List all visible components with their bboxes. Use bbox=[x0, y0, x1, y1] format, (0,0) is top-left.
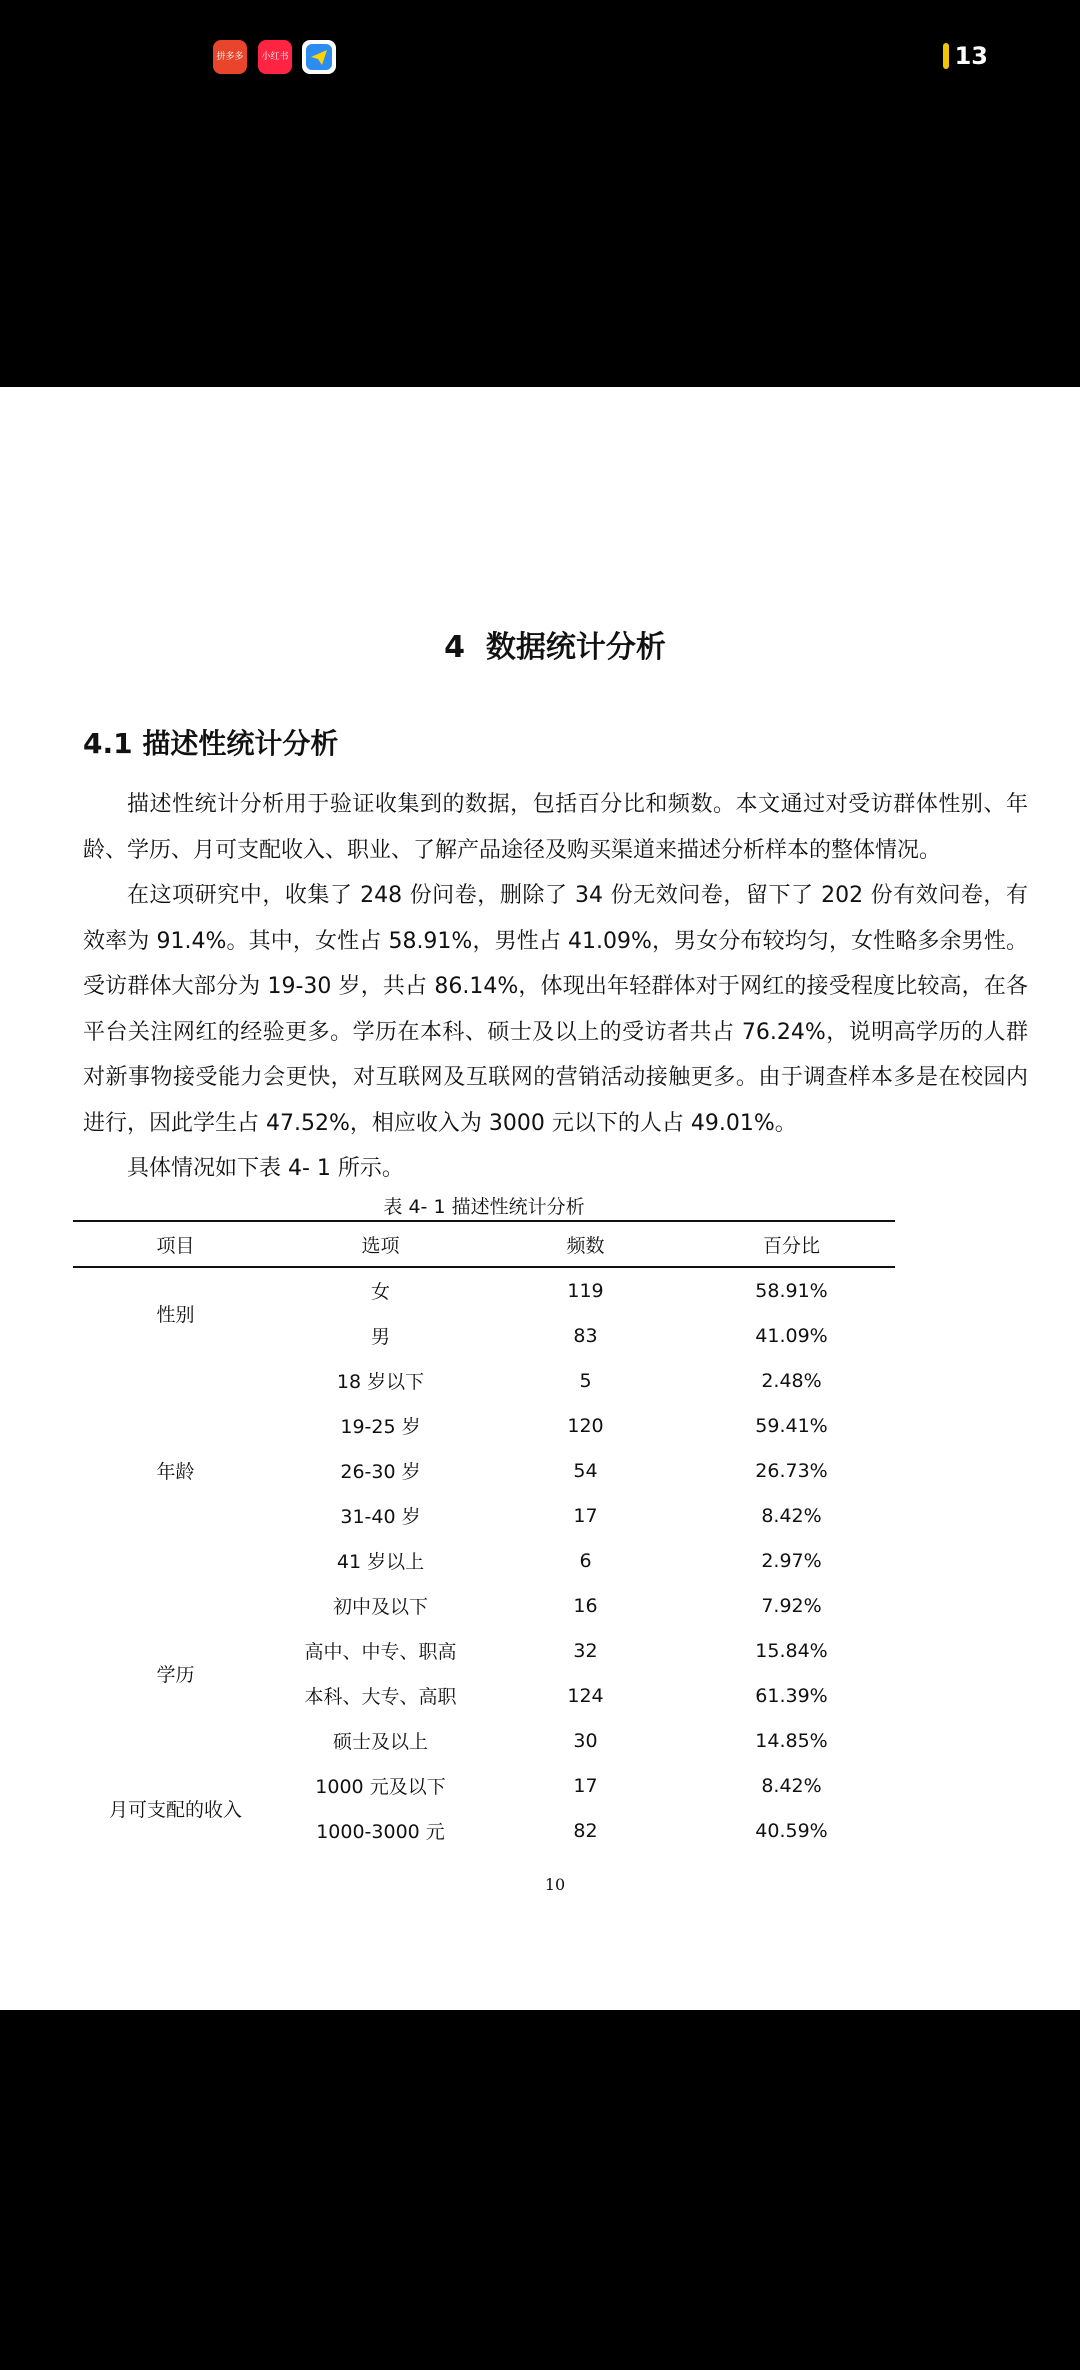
option-cell: 高中、中专、职高 bbox=[304, 1641, 457, 1663]
table-header-row bbox=[73, 1221, 895, 1267]
group-label: 月可支配的收入 bbox=[108, 1798, 242, 1821]
battery-indicator bbox=[943, 42, 988, 70]
option-cell: 19-25 岁 bbox=[340, 1416, 421, 1438]
option-cell: 31-40 岁 bbox=[340, 1506, 421, 1528]
option-cell: 18 岁以下 bbox=[336, 1371, 425, 1393]
option-cell: 男 bbox=[370, 1326, 390, 1348]
frequency-cell: 32 bbox=[573, 1639, 598, 1662]
option-cell: 1000-3000 元 bbox=[316, 1821, 445, 1843]
option-cell: 本科、大专、高职 bbox=[304, 1686, 457, 1708]
frequency-cell: 124 bbox=[567, 1684, 604, 1707]
paragraph: 具体情况如下表 4- 1 所示。 bbox=[127, 1156, 404, 1181]
table-row bbox=[73, 1583, 895, 1628]
option-cell: 初中及以下 bbox=[332, 1596, 428, 1618]
paragraph: 在这项研究中，收集了 248 份问卷，删除了 34 份无效问卷，留下了 202 份有效问卷，有效率为 91.4%。其中，女性占 58.91%，男性占 41.09%，男女分布较均匀，女性略多余男性。受访群体大部分为 19-30 岁，共占 86.14%，体现出年轻群体对于网红的接受程度比较高，在各平台关注网红的经验更多。学历在本科、硕士及以上的受访者共占 76.24%，说明高学历的人群对新事物接受能力会更快，对互联网及互联网的营销活动接触更多。由于调查样本多是在校园内进行，因此学生占 47.52%，相应收入为 3000 元以下的人占 49.01%。 bbox=[83, 883, 1028, 1136]
percentage-cell: 2.48% bbox=[761, 1369, 822, 1392]
option-cell: 41 岁以上 bbox=[336, 1551, 425, 1573]
frequency-cell: 120 bbox=[567, 1414, 604, 1437]
body-text bbox=[83, 782, 1028, 1192]
percentage-cell: 40.59% bbox=[755, 1819, 828, 1842]
frequency-cell: 119 bbox=[567, 1279, 604, 1302]
battery-bar-icon bbox=[943, 43, 949, 69]
frequency-cell: 17 bbox=[573, 1774, 598, 1797]
chapter-title: 4 数据统计分析 bbox=[444, 630, 666, 665]
section-title: 4.1 描述性统计分析 bbox=[83, 727, 339, 760]
percentage-cell: 14.85% bbox=[755, 1729, 828, 1752]
group-label: 年龄 bbox=[156, 1461, 195, 1483]
percentage-cell: 26.73% bbox=[755, 1459, 828, 1482]
header-item: 项目 bbox=[73, 1221, 278, 1267]
table-caption: 表 4- 1 描述性统计分析 bbox=[383, 1196, 585, 1218]
percentage-cell: 41.09% bbox=[755, 1324, 828, 1347]
table-row bbox=[73, 1358, 895, 1403]
percentage-cell: 15.84% bbox=[755, 1639, 828, 1662]
percentage-cell: 58.91% bbox=[755, 1279, 828, 1302]
option-cell: 硕士及以上 bbox=[332, 1731, 428, 1753]
option-cell: 1000 元及以下 bbox=[315, 1776, 446, 1798]
group-label: 性别 bbox=[156, 1303, 195, 1326]
header-percentage: 百分比 bbox=[688, 1221, 895, 1267]
xiaohongshu-app-icon: 小红书 bbox=[258, 40, 292, 74]
status-bar bbox=[0, 0, 1080, 110]
frequency-cell: 16 bbox=[573, 1594, 598, 1617]
battery-level: 13 bbox=[954, 42, 988, 70]
frequency-cell: 54 bbox=[573, 1459, 598, 1482]
table-row bbox=[73, 1763, 895, 1808]
page-number: 10 bbox=[544, 1875, 566, 1894]
frequency-cell: 5 bbox=[579, 1369, 592, 1392]
stats-table-wrapper bbox=[73, 1220, 895, 1853]
document-page bbox=[0, 387, 1080, 2010]
header-option: 选项 bbox=[278, 1221, 483, 1267]
group-label: 学历 bbox=[156, 1663, 195, 1686]
frequency-cell: 82 bbox=[573, 1819, 598, 1842]
pinduoduo-app-icon: 拼多多 bbox=[213, 40, 247, 74]
header-frequency: 频数 bbox=[483, 1221, 688, 1267]
frequency-cell: 17 bbox=[573, 1504, 598, 1527]
percentage-cell: 7.92% bbox=[761, 1594, 822, 1617]
frequency-cell: 83 bbox=[573, 1324, 598, 1347]
percentage-cell: 59.41% bbox=[755, 1414, 828, 1437]
paragraph: 描述性统计分析用于验证收集到的数据，包括百分比和频数。本文通过对受访群体性别、年龄、学历、月可支配收入、职业、了解产品途径及购买渠道来描述分析样本的整体情况。 bbox=[83, 792, 1028, 863]
percentage-cell: 2.97% bbox=[761, 1549, 822, 1572]
option-cell: 26-30 岁 bbox=[340, 1461, 421, 1483]
percentage-cell: 61.39% bbox=[755, 1684, 828, 1707]
table-row bbox=[73, 1267, 895, 1313]
frequency-cell: 6 bbox=[579, 1549, 592, 1572]
option-cell: 女 bbox=[370, 1281, 390, 1303]
send-app-icon bbox=[302, 40, 336, 74]
stats-table bbox=[73, 1220, 895, 1853]
percentage-cell: 8.42% bbox=[761, 1504, 822, 1527]
percentage-cell: 8.42% bbox=[761, 1774, 822, 1797]
frequency-cell: 30 bbox=[573, 1729, 598, 1752]
